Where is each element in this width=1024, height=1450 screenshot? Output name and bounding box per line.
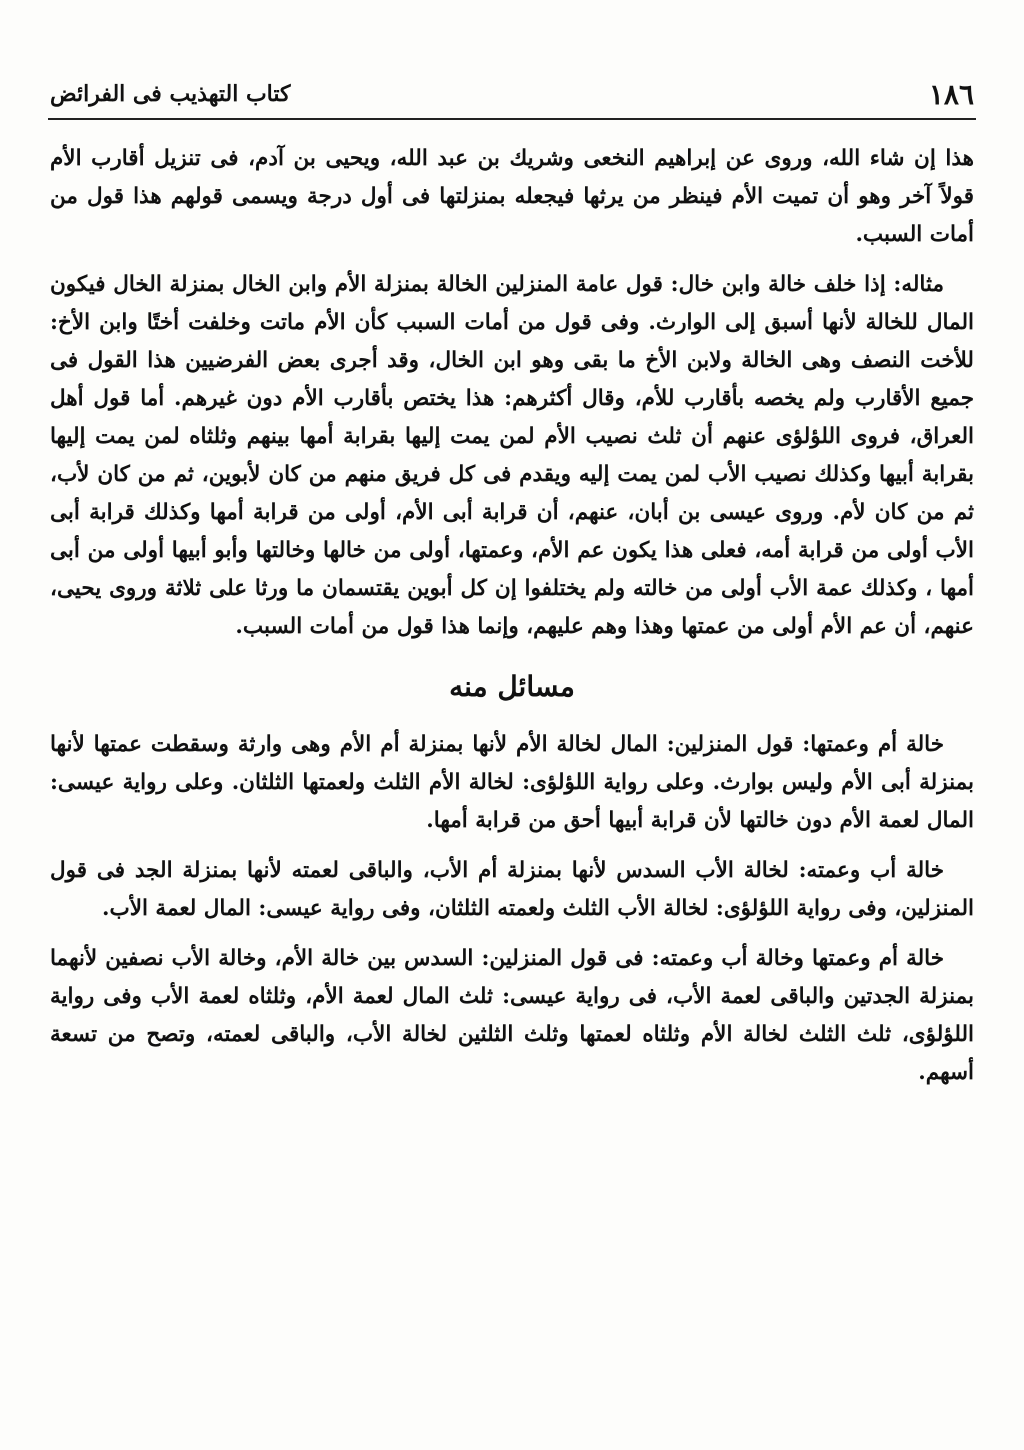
paragraph-example-text: إذا خلف خالة وابن خال: قول عامة المنزلين الخالة بمنزلة الأم وابن الخال بمنزلة الخال فيكون المال للخالة لأنها أسبق إلى الوارث. وفى قول من أمات السبب كأن الأم ماتت وخلفت أختًا وابن الأخ: للأخت النصف وهى الخالة ولابن الأخ ما بقى وهو ابن الخال، وقد أجرى بعض الفرضيين هذا القول فى جميع الأقارب ولم يخصه بأقارب للأم، وقال أكثرهم: هذا يختص بأقارب الأم دون غيرهم. أما قول أهل العراق، فروى اللؤلؤى عنهم أن ثلث نصيب الأم لمن يمت إليها بقرابة أمها بينهم وثلثاه لمن يمت إليها بقرابة أبيها وكذلك نصيب الأب لمن يمت إليه ويقدم فى كل فريق منهم من كان لأبوين، ثم من كان لأب، ثم من كان لأم. وروى عيسى بن أبان، عنهم، أن قرابة أبى الأم، أولى من قرابة أمها وكذلك قرابة أبى الأب أولى من قرابة أمه، فعلى هذا يكون عم الأم، وعمتها، أولى من خالها وخالتها وأبو أبيها أولى من أبى أمها ، وكذلك عمة الأب أولى من خالته ولم يختلفوا إن كل أبوين يقتسمان ما ورثا على ثلاثة وروى يحيى، عنهم، أن عم الأم أولى من عمتها وهذا وهم عليهم، وإنما هذا قول من أمات السبب.: [50, 272, 974, 639]
running-title: كتاب التهذيب فى الفرائض: [50, 81, 291, 107]
page-header: [50, 74, 974, 114]
paragraph-example: [50, 266, 974, 646]
paragraph-case-1: خالة أم وعمتها: قول المنزلين: المال لخالة الأم لأنها بمنزلة أم الأم وهى وارثة وسقطت عمتها لأنها بمنزلة أبى الأم وليس بوارث. وعلى رواية اللؤلؤى: لخالة الأم الثلث ولعمتها الثلثان. وعلى رواية عيسى: المال لعمة الأم دون خالتها لأن قرابة أبيها أحق من قرابة أمها.: [50, 732, 974, 833]
section-heading: مسائل منه: [449, 670, 575, 703]
paragraph-example-lead: مثاله:: [893, 272, 944, 297]
page-number: ١٨٦: [928, 77, 974, 111]
paragraph-case-3: خالة أم وعمتها وخالة أب وعمته: فى قول المنزلين: السدس بين خالة الأم، وخالة الأب نصفين لأنهما بمنزلة الجدتين والباقى لعمة الأب، فى رواية عيسى: ثلث المال لعمة الأم، وثلثاه لعمة الأب وفى رواية اللؤلؤى، ثلث الثلث لخالة الأم وثلثاه لعمتها وثلث الثلثين لخالة الأب، والباقى لعمته، وتصح من تسعة أسهم.: [50, 946, 974, 1085]
paragraph-case-2: خالة أب وعمته: لخالة الأب السدس لأنها بمنزلة أم الأب، والباقى لعمته لأنها بمنزلة الجد فى قول المنزلين، وفى رواية اللؤلؤى: لخالة الأب الثلث ولعمته الثلثان، وفى رواية عيسى: المال لعمة الأب.: [50, 858, 974, 921]
header-divider: [48, 118, 976, 120]
page-body: [50, 140, 974, 1104]
paragraph-intro: هذا إن شاء الله، وروى عن إبراهيم النخعى وشريك بن عبد الله، ويحيى بن آدم، فى تنزيل أقارب الأم قولاً آخر وهو أن تميت الأم فينظر من يرثها فيجعله بمنزلتها فى أول درجة ويسمى قولهم هذا قول من أمات السبب.: [50, 146, 974, 247]
